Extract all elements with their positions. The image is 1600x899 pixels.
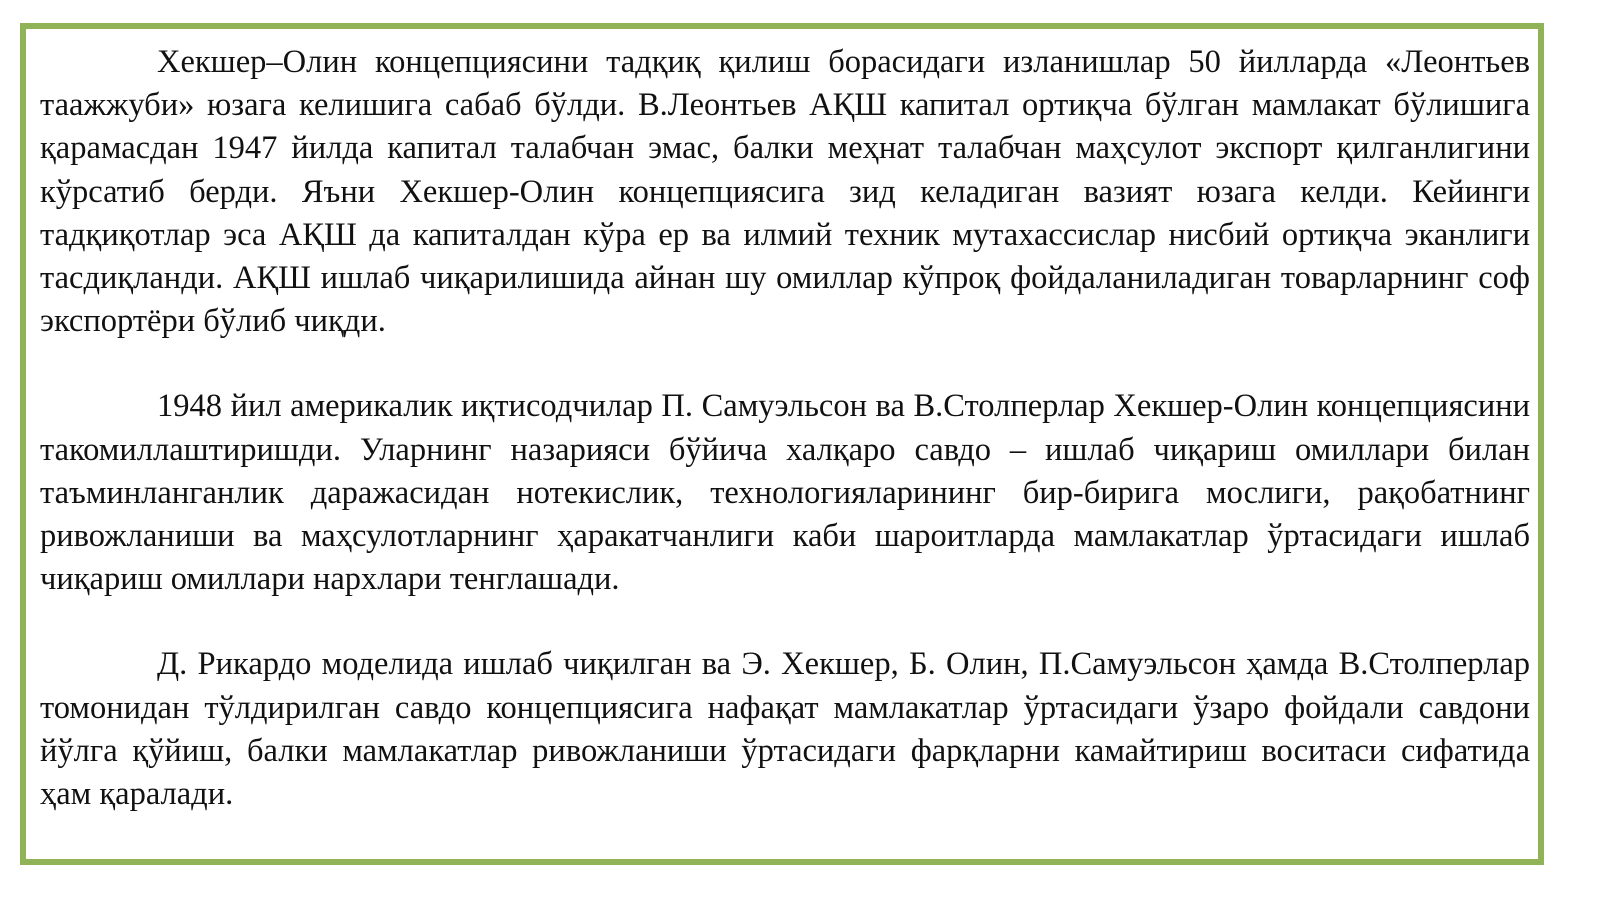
document-frame <box>20 23 1544 865</box>
document-body <box>40 41 1530 816</box>
paragraph-ricardo-model: Д. Рикардо моделида ишлаб чиқилган ва Э. Хекшер, Б. Олин, П.Самуэльсон ҳамда В.Столперлар томонидан тўлдирилган савдо концепциясига нафақат мамлакатлар ўртасидаги ўзаро фойдали савдони йўлга қўйиш, балки мамлакатлар ривожланиши ўртасидаги фарқларни камайтириш воситаси сифатида ҳам қаралади. <box>40 646 1530 813</box>
paragraph-heckscher-ohlin-leontief: Хекшер–Олин концепциясини тадқиқ қилиш борасидаги изланишлар 50 йилларда «Леонтьев таажжуби» юзага келишига сабаб бўлди. В.Леонтьев АҚШ капитал ортиқча бўлган мамлакат бўлишига қарамасдан 1947 йилда капитал талабчан эмас, балки меҳнат талабчан маҳсулот экспорт қилганлигини кўрсатиб берди. Яъни Хекшер-Олин концепциясига зид келадиган вазият юзага келди. Кейинги тадқиқотлар эса АҚШ да капиталдан кўра ер ва илмий техник мутахассислар нисбий ортиқча эканлиги тасдиқланди. АҚШ ишлаб чиқарилишида айнан шу омиллар кўпроқ фойдаланиладиган товарларнинг соф экспортёри бўлиб чиқди. <box>40 44 1530 340</box>
paragraph-samuelson-stolper: 1948 йил америкалик иқтисодчилар П. Самуэльсон ва В.Столперлар Хекшер-Олин концепциясини такомиллаштиришди. Уларнинг назарияси бўйича халқаро савдо – ишлаб чиқариш омиллари билан таъминланганлик даражасидан нотекислик, технологияларининг бир-бирига мослиги, рақобатнинг ривожланиши ва маҳсулотларнинг ҳаракатчанлиги каби шароитларда мамлакатлар ўртасидаги ишлаб чиқариш омиллари нархлари тенглашади. <box>40 388 1530 598</box>
